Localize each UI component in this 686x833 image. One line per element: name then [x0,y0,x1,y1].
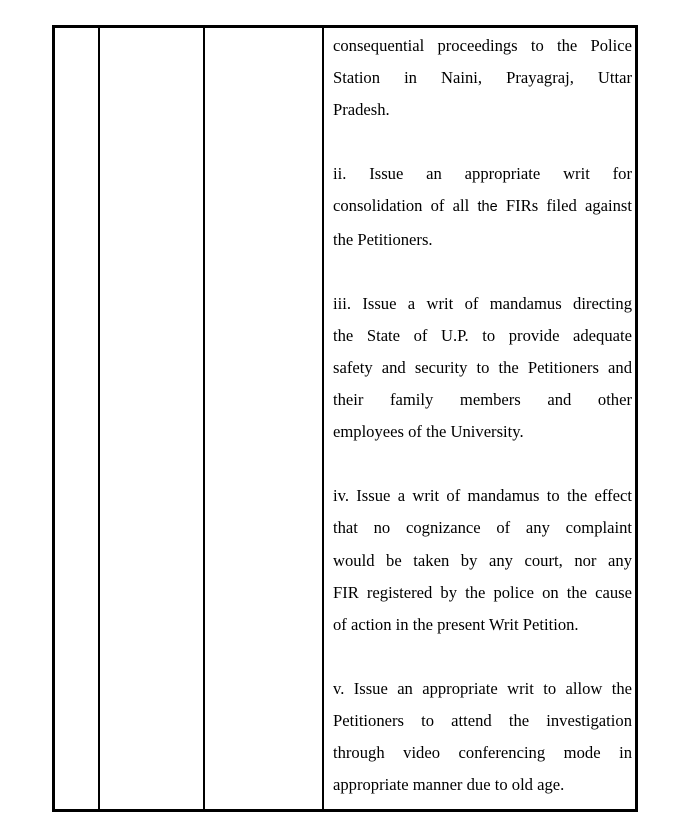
text-line: through video conferencing mode in [333,743,632,763]
table-cell-serial [55,28,100,809]
prayer-paragraph [333,30,632,126]
text-line: that no cognizance of any complaint [333,518,632,538]
text-line: the State of U.P. to provide adequate [333,325,632,345]
text-line: would be taken by any court, nor any [333,550,632,570]
text-line: the Petitioners. [333,229,433,249]
table-cell-third [205,28,324,809]
text-line: iv. Issue a writ of mandamus to the effect [333,486,632,506]
text-line: their family members and other [333,390,632,410]
prayer-paragraph [333,158,632,255]
text-line [333,190,632,223]
text-line: FIR registered by the police on the cause [333,582,632,602]
text-segment: consolidation of all [333,196,478,216]
text-line: iii. Issue a writ of mandamus directing [333,293,632,313]
prayer-table [52,25,638,812]
text-line: safety and security to the Petitioners and [333,357,632,377]
text-line: of action in the present Writ Petition. [333,614,579,634]
prayer-paragraph [333,288,632,448]
text-line: consequential proceedings to the Police [333,36,632,55]
table-cell-second [100,28,205,809]
text-line: Petitioners to attend the investigation [333,710,632,730]
text-line: ii. Issue an appropriate writ for [333,164,632,184]
text-line: Station in Naini, Prayagraj, Uttar [333,68,632,88]
substituted-font-word: the [477,199,498,216]
text-segment: FIRs filed against [497,196,633,216]
text-line: v. Issue an appropriate writ to allow the [333,678,632,698]
prayer-paragraph [333,480,632,640]
table-cell-prayers [324,28,635,809]
prayer-paragraph [333,673,632,801]
text-line: appropriate manner due to old age. [333,775,565,795]
text-line: Pradesh. [333,100,390,120]
text-line: employees of the University. [333,422,524,442]
